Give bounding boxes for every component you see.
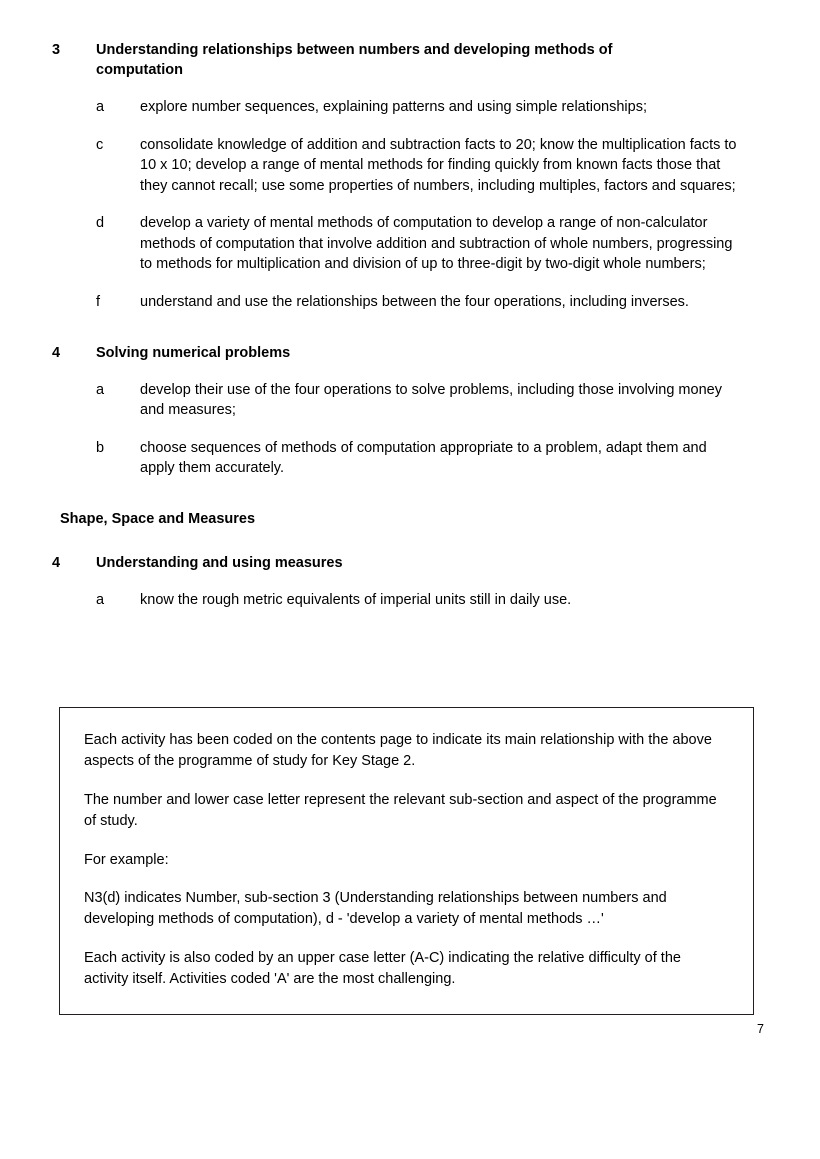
list-item: [52, 438, 756, 479]
item-letter: d: [96, 215, 105, 232]
list-item: [52, 380, 756, 421]
section-title: Understanding and using measures: [96, 555, 343, 572]
item-letter: a: [96, 592, 105, 609]
list-item: [52, 213, 756, 275]
list-item: [52, 292, 756, 313]
section-title: Understanding relationships between numbers and developing methods of computation: [96, 42, 613, 78]
item-text: consolidate knowledge of addition and subtraction facts to 20; know the multiplication facts to 10 x 10; develop a range of mental methods for finding quickly from known facts those that they cannot recall; use some properties of numbers, including multiples, factors and squares;: [140, 136, 737, 194]
section-heading: [52, 553, 756, 573]
section-title: Solving numerical problems: [96, 344, 291, 361]
note-paragraph: The number and lower case letter represent the relevant sub-section and aspect of the programme of study.: [84, 791, 717, 829]
note-box: [59, 707, 754, 1015]
group-heading: Shape, Space and Measures: [60, 510, 256, 527]
item-text: develop a variety of mental methods of computation to develop a range of non-calculator methods of computation that involve addition and subtraction of whole numbers, progressing to methods for multiplication and division of up to three-digit by two-digit whole numbers;: [140, 215, 733, 273]
note-paragraph: N3(d) indicates Number, sub-section 3 (Understanding relationships between numbers and developing methods of computation), d - 'develop a variety of mental methods …': [84, 890, 667, 928]
item-letter: c: [96, 136, 104, 153]
list-item: [52, 97, 756, 118]
note-paragraph: Each activity is also coded by an upper case letter (A-C) indicating the relative difficulty of the activity itself. Activities coded 'A' are the most challenging.: [84, 950, 681, 987]
item-text: understand and use the relationships between the four operations, including inverses.: [140, 294, 689, 311]
section-heading: [52, 343, 756, 363]
section-spacer: [52, 313, 756, 339]
page-number: 7: [757, 1022, 764, 1036]
list-item: [52, 135, 756, 197]
item-letter: f: [96, 294, 101, 311]
item-text: explore number sequences, explaining patterns and using simple relationships;: [140, 99, 647, 115]
item-letter: b: [96, 439, 105, 456]
item-text: choose sequences of methods of computation appropriate to a problem, adapt them and apply them accurately.: [140, 439, 707, 477]
section-number: 4: [52, 555, 61, 572]
item-text: develop their use of the four operations to solve problems, including those involving money and measures;: [140, 381, 722, 419]
section-number: 3: [52, 42, 61, 58]
note-paragraph: For example:: [84, 851, 169, 868]
item-letter: a: [96, 381, 105, 398]
item-text: know the rough metric equivalents of imperial units still in daily use.: [140, 592, 572, 609]
note-paragraph: Each activity has been coded on the contents page to indicate its main relationship with the above aspects of the programme of study for Key Stage 2.: [84, 732, 712, 769]
item-letter: a: [96, 99, 105, 115]
section-number: 4: [52, 344, 61, 361]
section-heading: [52, 40, 756, 80]
list-item: [52, 590, 756, 611]
